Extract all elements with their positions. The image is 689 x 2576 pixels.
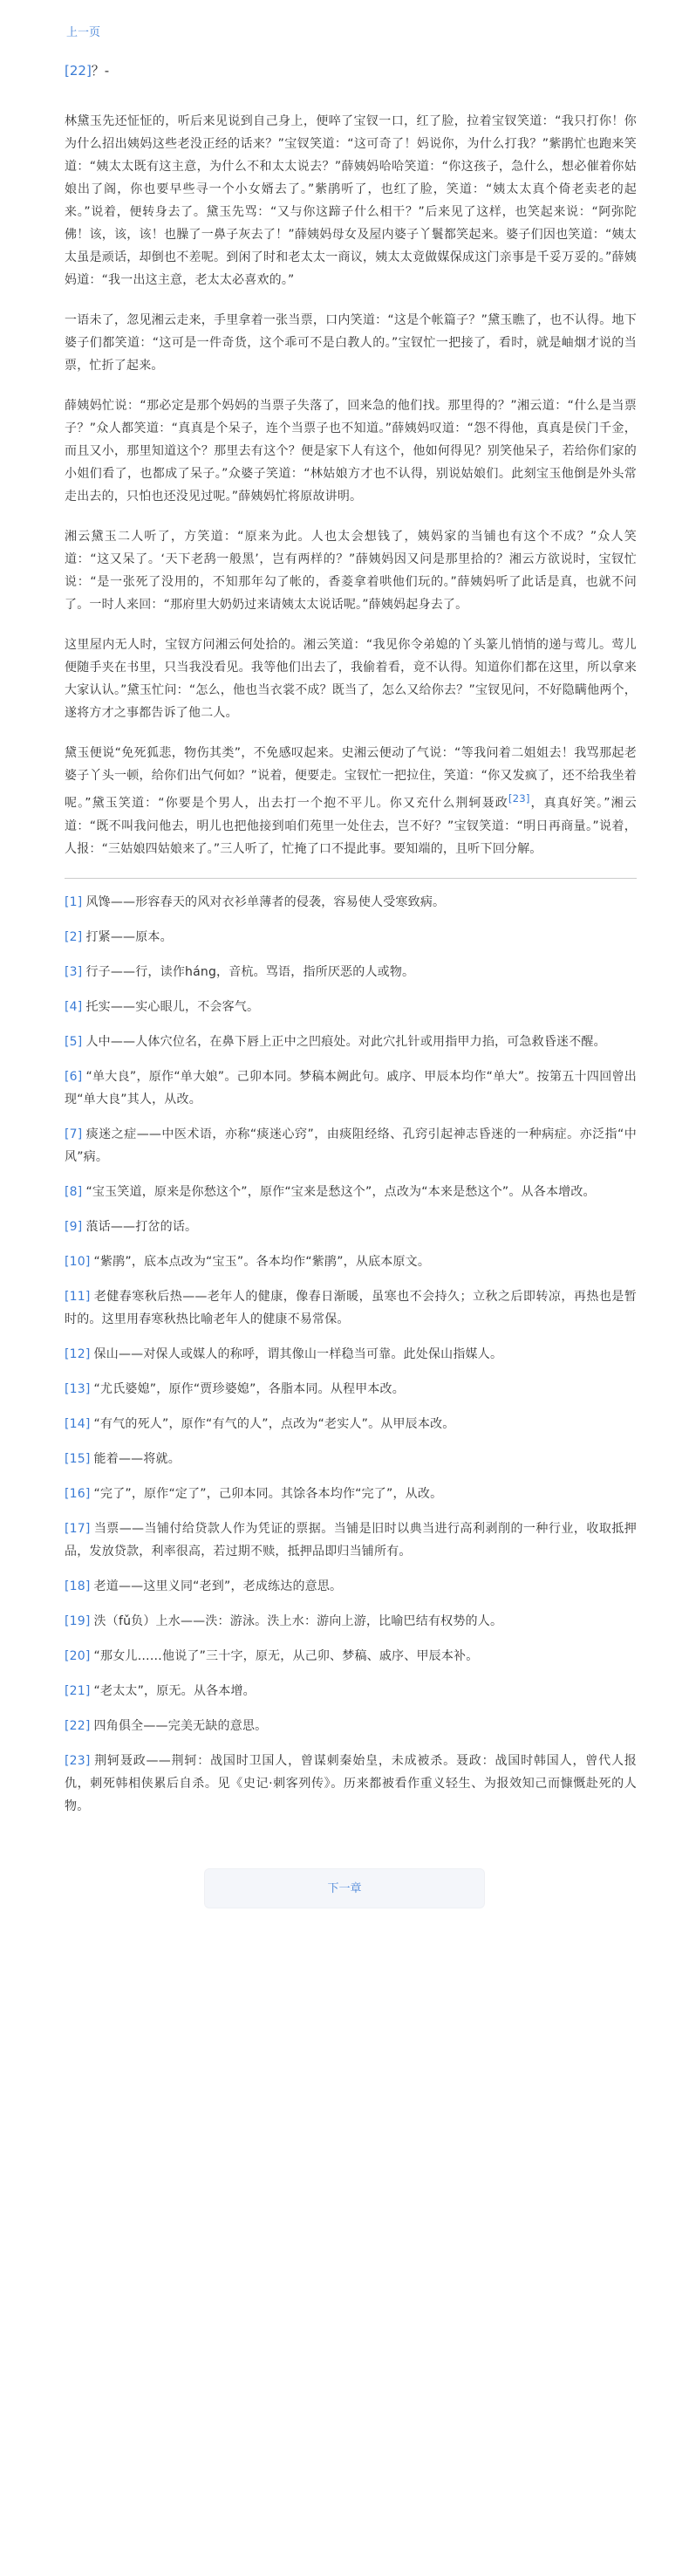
footnote-number[interactable]: [16] xyxy=(65,1486,91,1501)
footnote-text: “完了”，原作“定了”，己卯本同。其馀各本均作“完了”，从改。 xyxy=(93,1486,443,1501)
footnote-text: “单大良”，原作“单大娘”。己卯本同。梦稿本阙此句。戚序、甲辰本均作“单大”。按第五十四回曾出现“单大良”其人，从改。 xyxy=(65,1069,637,1106)
footnote-number[interactable]: [4] xyxy=(65,999,83,1014)
next-chapter-button[interactable]: 下一章 xyxy=(204,1868,485,1908)
footnote-number[interactable]: [2] xyxy=(65,929,83,944)
paragraph-text: 黛玉便说“免死狐悲，物伤其类”，不免感叹起来。史湘云便动了气说：“等我问着二姐姐去！我骂那起老婆子丫头一顿，给你们出气何如？”说着，便要走。宝钗忙一把拉住，笑道：“你又发疯了，还不给我坐着呢。”黛玉笑道：“你要是个男人，出去打一个抱不平儿。你又充什么荆轲聂政 xyxy=(65,746,637,811)
footnote-text: 行子——行，读作háng，音杭。骂语，指所厌恶的人或物。 xyxy=(85,964,415,979)
footnote-text: 荆轲聂政——荆轲：战国时卫国人，曾谋刺秦始皇，未成被杀。聂政：战国时韩国人，曾代人报仇，刺死韩相侠累后自杀。见《史记·刺客列传》。历来都被看作重义轻生、为报效知己而慷慨赴死的人物。 xyxy=(65,1753,637,1813)
footnote-item xyxy=(65,1378,637,1401)
footnote-text: “尤氏婆媳”，原作“贾珍婆媳”，各脂本同。从程甲本改。 xyxy=(93,1381,405,1396)
footnote-text: “那女儿……他说了”三十字，原无，从己卯、梦稿、戚序、甲辰本补。 xyxy=(93,1648,479,1663)
footnote-number[interactable]: [18] xyxy=(65,1579,91,1593)
footnote-item xyxy=(65,1750,637,1818)
footnote-item xyxy=(65,1181,637,1203)
footnote-text: 托实——实心眼儿，不会客气。 xyxy=(85,999,260,1014)
prev-page-link[interactable]: 上一页 xyxy=(66,26,101,39)
footnote-item xyxy=(65,1123,637,1168)
footnote-number[interactable]: [6] xyxy=(65,1069,83,1084)
footnote-number[interactable]: [15] xyxy=(65,1451,91,1466)
footnote-number[interactable]: [23] xyxy=(65,1753,91,1768)
footnote-item xyxy=(65,1483,637,1505)
footnote-item xyxy=(65,996,637,1018)
footnote-item xyxy=(65,1518,637,1563)
footnote-number[interactable]: [14] xyxy=(65,1416,91,1431)
footnote-item xyxy=(65,1250,637,1273)
footnote-item xyxy=(65,1216,637,1238)
paragraph-text: ，真真好笑。”湘云道：“既不叫我问他去，明儿也把他接到咱们苑里一处住去，岂不好？”宝钗笑道：“明日再商量。”说着，人报：“三姑娘四姑娘来了。”三人听了，忙掩了口不提此事。要知端的，且听下回分解。 xyxy=(65,796,637,856)
footnote-text: 人中——人体穴位名，在鼻下唇上正中之凹痕处。对此穴扎针或用指甲力掐，可急救昏迷不醒。 xyxy=(85,1034,606,1049)
footnote-text: 当票——当铺付给贷款人作为凭证的票据。当铺是旧时以典当进行高利剥削的一种行业，收取抵押品，发放贷款，利率很高，若过期不赎，抵押品即归当铺所有。 xyxy=(65,1521,637,1559)
footnote-item xyxy=(65,1413,637,1435)
footnote-text: 老道——这里义同“老到”，老成练达的意思。 xyxy=(93,1579,343,1593)
footnote-item xyxy=(65,1285,637,1331)
footnotes-list xyxy=(65,891,637,1818)
footnote-item xyxy=(65,1575,637,1598)
footnote-item xyxy=(65,1448,637,1470)
head-note xyxy=(65,59,637,82)
footnote-text: 风馋——形容春天的风对衣衫单薄者的侵袭，容易使人受寒致病。 xyxy=(85,894,446,909)
footnote-number[interactable]: [3] xyxy=(65,964,83,979)
footnote-text: 痰迷之症——中医术语，亦称“痰迷心窍”，由痰阻经络、孔窍引起神志昏迷的一种病症。亦泛指“中风”病。 xyxy=(65,1127,637,1164)
footnote-ref-22[interactable]: [22] xyxy=(65,63,92,79)
footnote-number[interactable]: [1] xyxy=(65,894,83,909)
paragraph: 一语未了，忽见湘云走来，手里拿着一张当票，口内笑道：“这是个帐篇子？”黛玉瞧了，也不认得。地下婆子们都笑道：“这可是一件奇货，这个乖可不是白教人的。”宝钗忙一把接了，看时，就是岫烟才说的当票，忙折了起来。 xyxy=(65,313,637,373)
footnote-number[interactable]: [13] xyxy=(65,1381,91,1396)
footnote-number[interactable]: [5] xyxy=(65,1034,83,1049)
footnote-text: 蒗话——打岔的话。 xyxy=(85,1219,198,1234)
chapter-content xyxy=(0,59,689,1818)
footnote-text: “紫鹃”，底本点改为“宝玉”。各本均作“紫鹃”，从底本原文。 xyxy=(93,1254,431,1269)
footnote-text: “宝玉笑道，原来是你愁这个”，原作“宝来是愁这个”，点改为“本来是愁这个”。从各本增改。 xyxy=(85,1184,596,1199)
next-chapter-container xyxy=(0,1868,689,1908)
head-note-text: ？- xyxy=(91,63,110,79)
footnote-item xyxy=(65,961,637,983)
footnote-text: 打紧——原本。 xyxy=(85,929,173,944)
notes-divider xyxy=(65,878,637,879)
footnote-number[interactable]: [11] xyxy=(65,1289,91,1304)
footnote-item xyxy=(65,1715,637,1737)
footnote-number[interactable]: [19] xyxy=(65,1613,91,1628)
footnote-item xyxy=(65,1680,637,1702)
paragraph: 林黛玉先还怔怔的，听后来见说到自己身上，便啐了宝钗一口，红了脸，拉着宝钗笑道：“我只打你！你为什么招出姨妈这些老没正经的话来？”宝钗笑道：“这可奇了！妈说你，为什么打我？”紫鹃忙也跑来笑道：“姨太太既有这主意，为什么不和太太说去？”薛姨妈哈哈笑道：“你这孩子，急什么，想必催着你姑娘出了阁，你也要早些寻一个小女婿去了。”紫鹃听了，也红了脸，笑道：“姨太太真个倚老卖老的起来。”说着，便转身去了。黛玉先骂：“又与你这蹄子什么相干？”后来见了这样，也笑起来说：“阿弥陀佛！该，该，该！也臊了一鼻子灰去了！”薛姨妈母女及屋内婆子丫鬟都笑起来。婆子们因也笑道：“姨太太虽是顽话，却倒也不差呢。到闲了时和老太太一商议，姨太太竟做媒保成这门亲事是千妥万妥的。”薛姨妈道：“我一出这主意，老太太必喜欢的。” xyxy=(65,114,637,287)
footnote-ref-23[interactable]: [23] xyxy=(508,792,530,805)
footnote-item xyxy=(65,1343,637,1366)
footnote-number[interactable]: [17] xyxy=(65,1521,91,1536)
footnote-number[interactable]: [10] xyxy=(65,1254,91,1269)
footnote-item xyxy=(65,1065,637,1111)
footnote-number[interactable]: [9] xyxy=(65,1219,83,1234)
footnote-item xyxy=(65,1031,637,1053)
footnote-text: “有气的死人”，原作“有气的人”，点改为“老实人”。从甲辰本改。 xyxy=(93,1416,455,1431)
footnote-text: “老太太”，原无。从各本增。 xyxy=(93,1683,256,1698)
paragraph-last xyxy=(65,742,637,860)
footnote-number[interactable]: [20] xyxy=(65,1648,91,1663)
paragraph: 湘云黛玉二人听了，方笑道：“原来为此。人也太会想钱了，姨妈家的当铺也有这个不成？”众人笑道：“这又呆了。‘天下老鸹一般黑’，岂有两样的？”薛姨妈因又问是那里拾的？湘云方欲说时，宝钗忙说：“是一张死了没用的，不知那年勾了帐的，香菱拿着哄他们玩的。”薛姨妈听了此话是真，也就不问了。一时人来回：“那府里大奶奶过来请姨太太说话呢。”薛姨妈起身去了。 xyxy=(65,530,637,612)
footnote-text: 保山——对保人或媒人的称呼，谓其像山一样稳当可靠。此处保山指媒人。 xyxy=(93,1346,503,1361)
footnote-number[interactable]: [12] xyxy=(65,1346,91,1361)
footnote-item xyxy=(65,1645,637,1668)
footnote-text: 老健春寒秋后热——老年人的健康，像春日渐暖，虽寒也不会持久；立秋之后即转凉，再热也是暂时的。这里用春寒秋热比喻老年人的健康不易常保。 xyxy=(65,1289,637,1326)
footnote-text: 能着——将就。 xyxy=(93,1451,181,1466)
footnote-text: 四角俱全——完美无缺的意思。 xyxy=(93,1718,268,1733)
footnote-number[interactable]: [8] xyxy=(65,1184,83,1199)
footnote-item xyxy=(65,891,637,914)
footnote-number[interactable]: [7] xyxy=(65,1127,83,1141)
footnote-item xyxy=(65,1610,637,1633)
paragraph: 薛姨妈忙说：“那必定是那个妈妈的当票子失落了，回来急的他们找。那里得的？”湘云道：“什么是当票子？”众人都笑道：“真真是个呆子，连个当票子也不知道。”薛姨妈叹道：“怨不得他，真真是侯门千金，而且又小，那里知道这个？那里去有这个？便是家下人有这个，他如何得见？别笑他呆子，若给你们家的小姐们看了，也都成了呆子。”众婆子笑道：“林姑娘方才也不认得，别说姑娘们。此刻宝玉他倒是外头常走出去的，只怕也还没见过呢。”薛姨妈忙将原故讲明。 xyxy=(65,399,637,504)
footnote-number[interactable]: [21] xyxy=(65,1683,91,1698)
paragraph: 这里屋内无人时，宝钗方问湘云何处拾的。湘云笑道：“我见你令弟媳的丫头篆儿悄悄的递与莺儿。莺儿便随手夹在书里，只当我没看见。我等他们出去了，我偷着看，竟不认得。知道你们都在这里，所以拿来大家认认。”黛玉忙问：“怎么，他也当衣裳不成？既当了，怎么又给你去？”宝钗见问，不好隐瞒他两个，遂将方才之事都告诉了他二人。 xyxy=(65,638,637,720)
footnote-text: 泆（fǔ负）上水——泆：游泳。泆上水：游向上游，比喻巴结有权势的人。 xyxy=(93,1613,503,1628)
footnote-number[interactable]: [22] xyxy=(65,1718,91,1733)
footnote-item xyxy=(65,926,637,949)
